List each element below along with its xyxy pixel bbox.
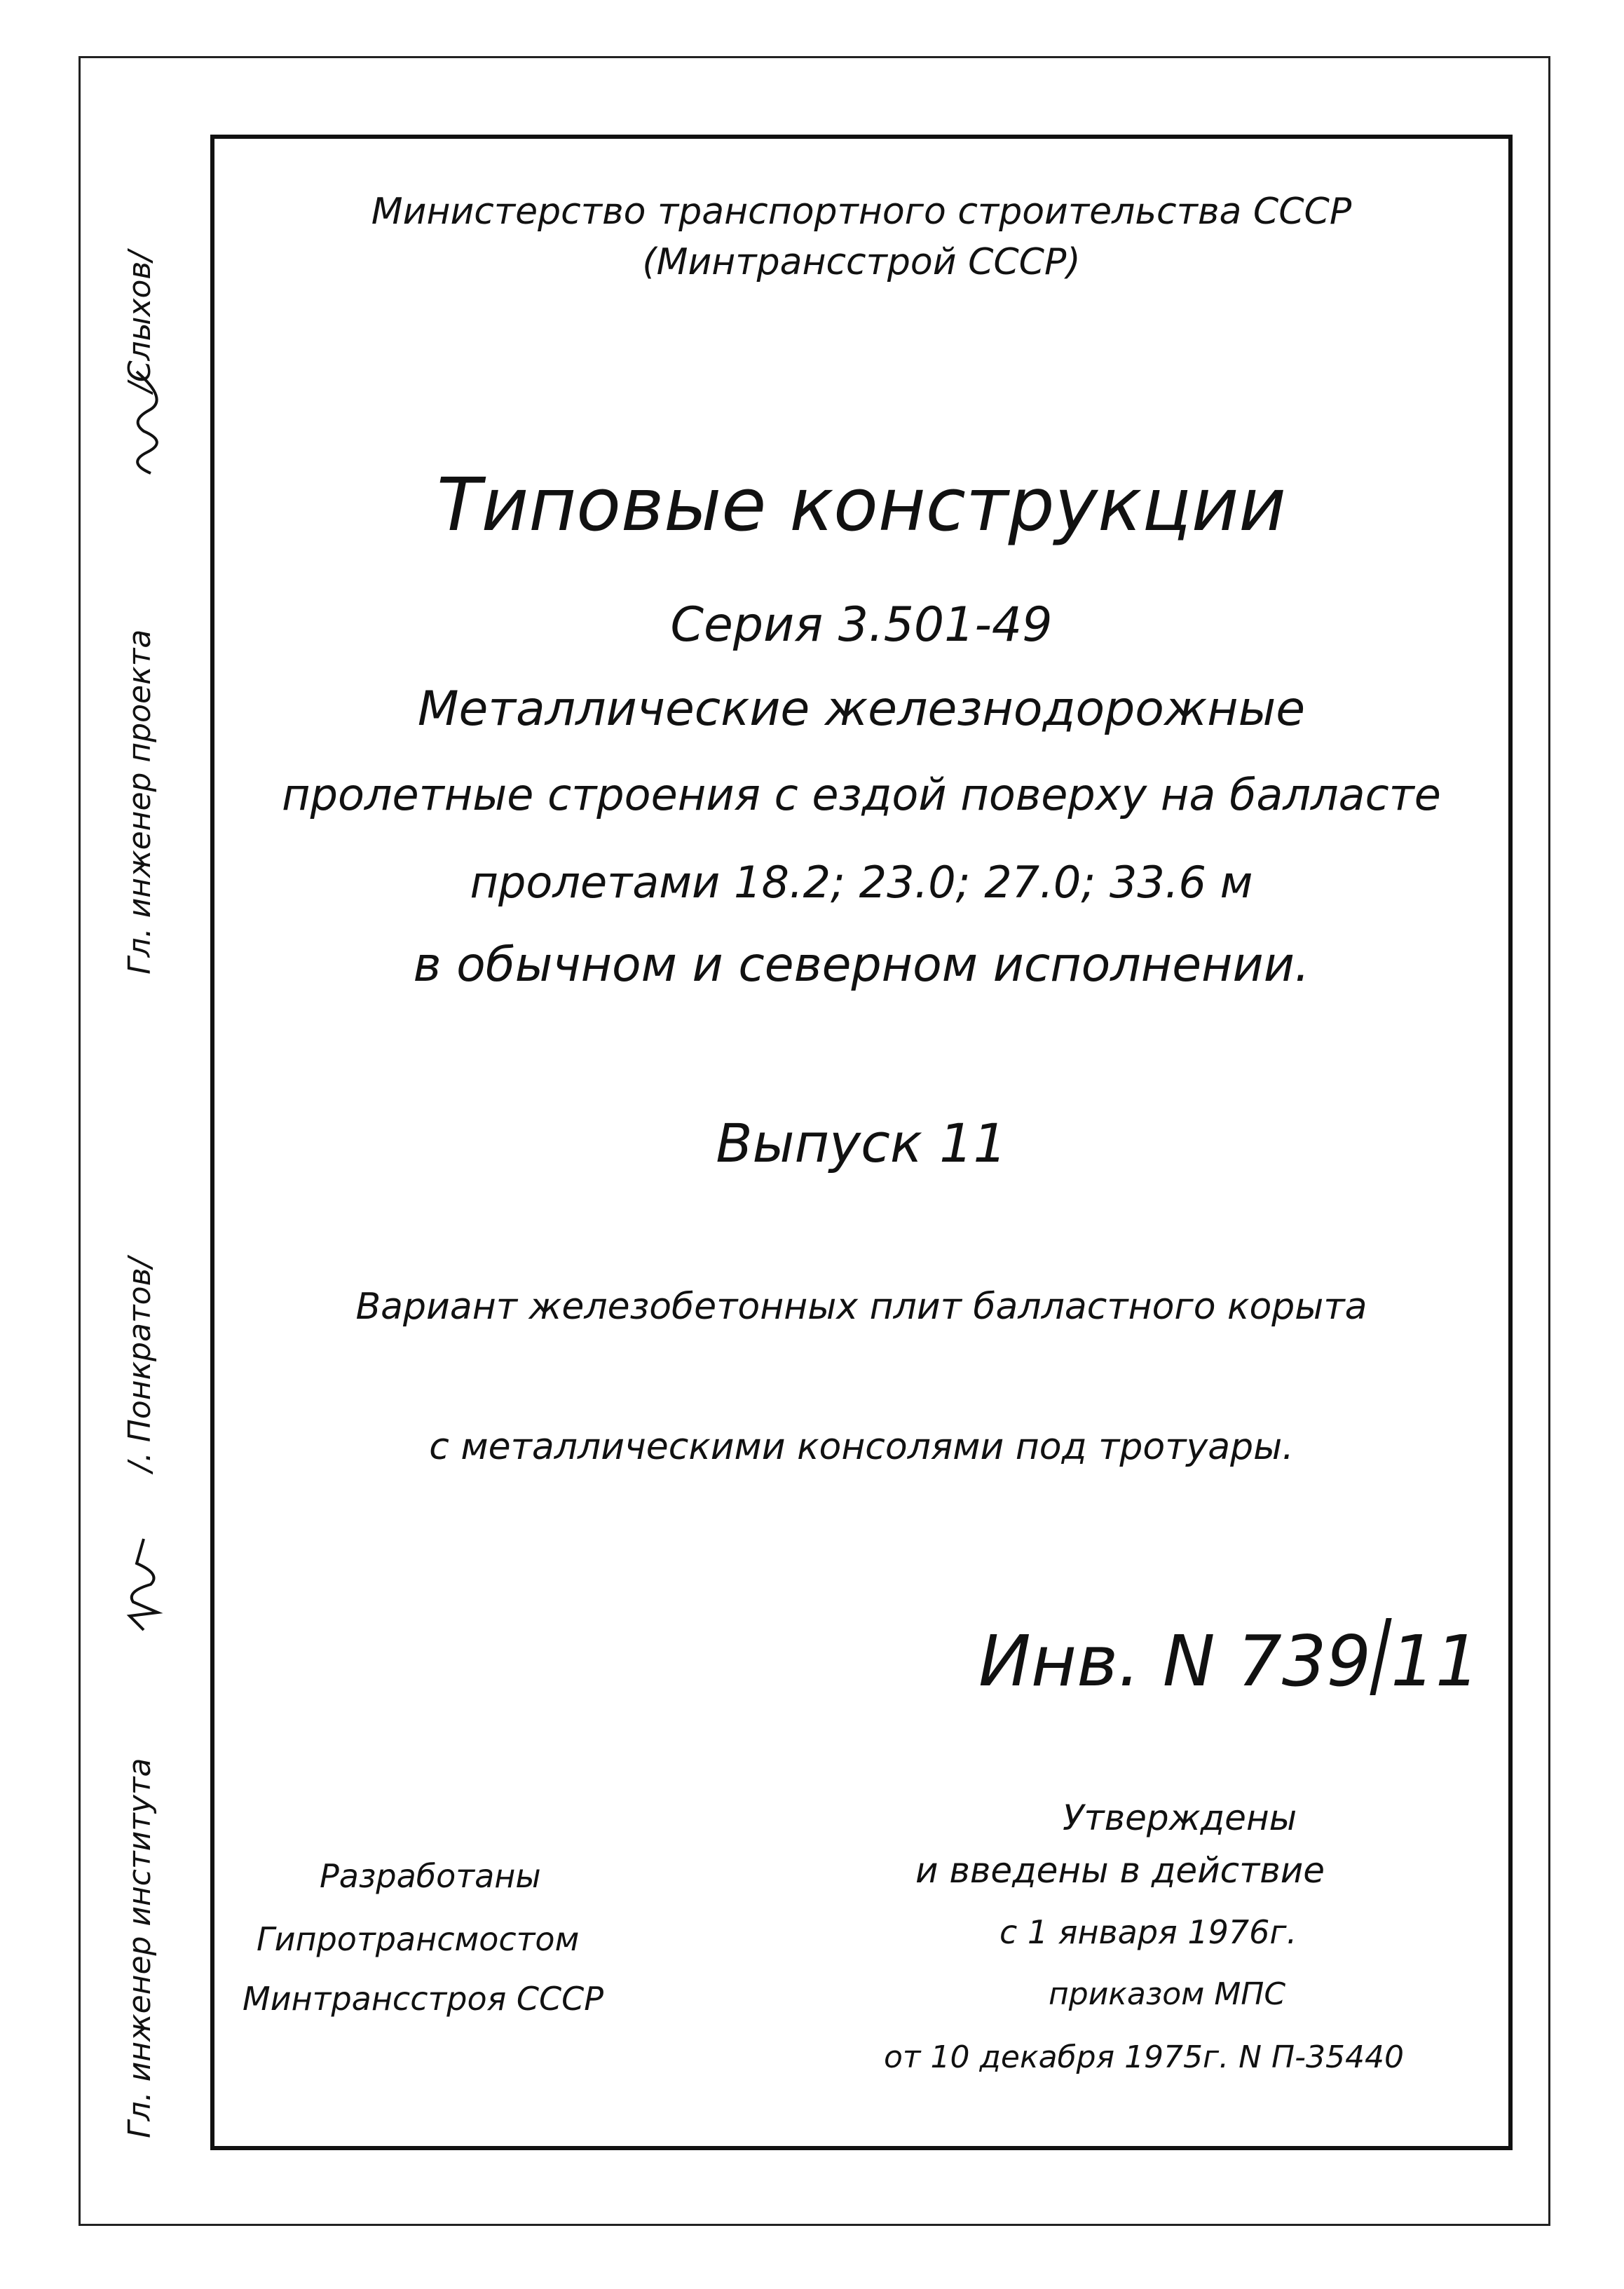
approved-line-4: приказом МПС [1049, 1976, 1286, 2012]
developed-line-2: Гипротрансмостом [257, 1920, 580, 1958]
margin-ponkratov: /. Понкратов/ [122, 1257, 158, 1472]
issue-label: Выпуск 11 [716, 1112, 1007, 1174]
ministry-line-1: Министерство транспортного строительства СССР [371, 191, 1352, 233]
description-line-4: в обычном и северном исполнении. [413, 937, 1310, 993]
developed-line-1: Разработаны [320, 1857, 541, 1895]
document-title: Типовые конструкции [437, 462, 1286, 548]
approved-line-2: и введены в действие [915, 1850, 1325, 1891]
inventory-suffix: 11 [1391, 1620, 1480, 1702]
variant-line-1: Вариант железобетонных плит балластного корыта [355, 1286, 1367, 1328]
inventory-prefix: Инв. N 739 [978, 1620, 1372, 1702]
margin-top-note: Гл. инженер проекта [122, 629, 158, 974]
ministry-line-2: (Минтрансстрой СССР) [642, 241, 1081, 283]
margin-project-name: /Слыхов/ [122, 250, 158, 393]
margin-bottom-note: Гл. инженер института [122, 1758, 158, 2138]
description-line-3: пролетами 18.2; 23.0; 27.0; 33.6 м [470, 857, 1253, 908]
approved-line-1: Утверждены [1063, 1798, 1297, 1838]
approved-line-3: с 1 января 1976г. [999, 1913, 1297, 1951]
variant-line-2: с металлическими консолями под тротуары. [429, 1426, 1294, 1468]
description-line-2: пролетные строения с ездой поверху на балласте [282, 769, 1441, 820]
description-line-1: Металлические железнодорожные [417, 681, 1306, 737]
signature-mark-2 [123, 1535, 165, 1633]
approved-line-5: от 10 декабря 1975г. N П-35440 [884, 2039, 1404, 2075]
title-frame [210, 135, 1513, 2150]
inventory-slash [1370, 1618, 1391, 1695]
series-number: Серия 3.501-49 [670, 597, 1053, 653]
developed-line-3: Минтрансстроя СССР [243, 1980, 604, 2018]
margin-chief-engineer-institute [122, 1758, 158, 2138]
margin-chief-engineer-project [122, 629, 158, 974]
inventory-number [978, 1618, 1480, 1702]
